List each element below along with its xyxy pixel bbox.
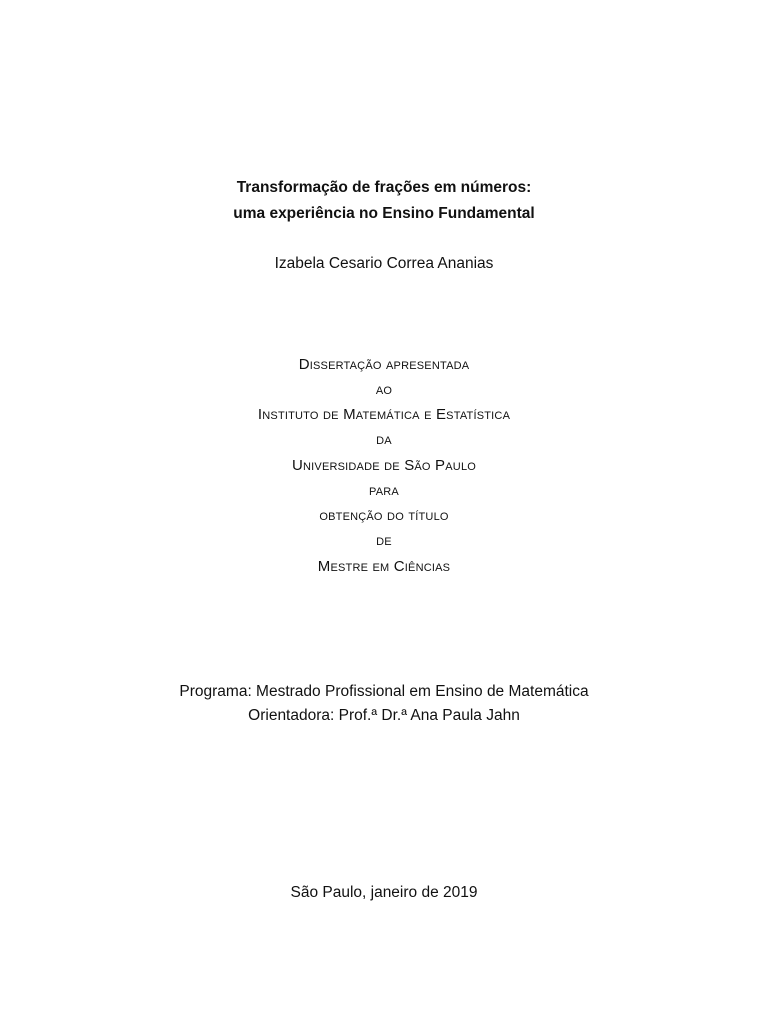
presentation-line: para <box>369 482 399 499</box>
presentation-line: obtenção do título <box>319 507 449 524</box>
program-line: Programa: Mestrado Profissional em Ensino de Matemática <box>179 683 589 700</box>
institute-name: Instituto de Matemática e Estatística <box>257 406 511 423</box>
advisor-line: Orientadora: Prof.ª Dr.ª Ana Paula Jahn <box>248 707 520 724</box>
presentation-line: de <box>376 532 392 549</box>
author-name: Izabela Cesario Correa Ananias <box>274 255 494 272</box>
presentation-line: da <box>376 431 392 448</box>
presentation-line: Dissertação apresentada <box>298 356 470 373</box>
place-date-line: São Paulo, janeiro de 2019 <box>290 884 478 901</box>
degree-name: Mestre em Ciências <box>317 558 451 575</box>
presentation-line: ao <box>375 381 393 398</box>
university-name: Universidade de São Paulo <box>291 457 477 474</box>
dissertation-title-line-2: uma experiência no Ensino Fundamental <box>233 205 535 222</box>
dissertation-title-line-1: Transformação de frações em números: <box>236 179 532 196</box>
